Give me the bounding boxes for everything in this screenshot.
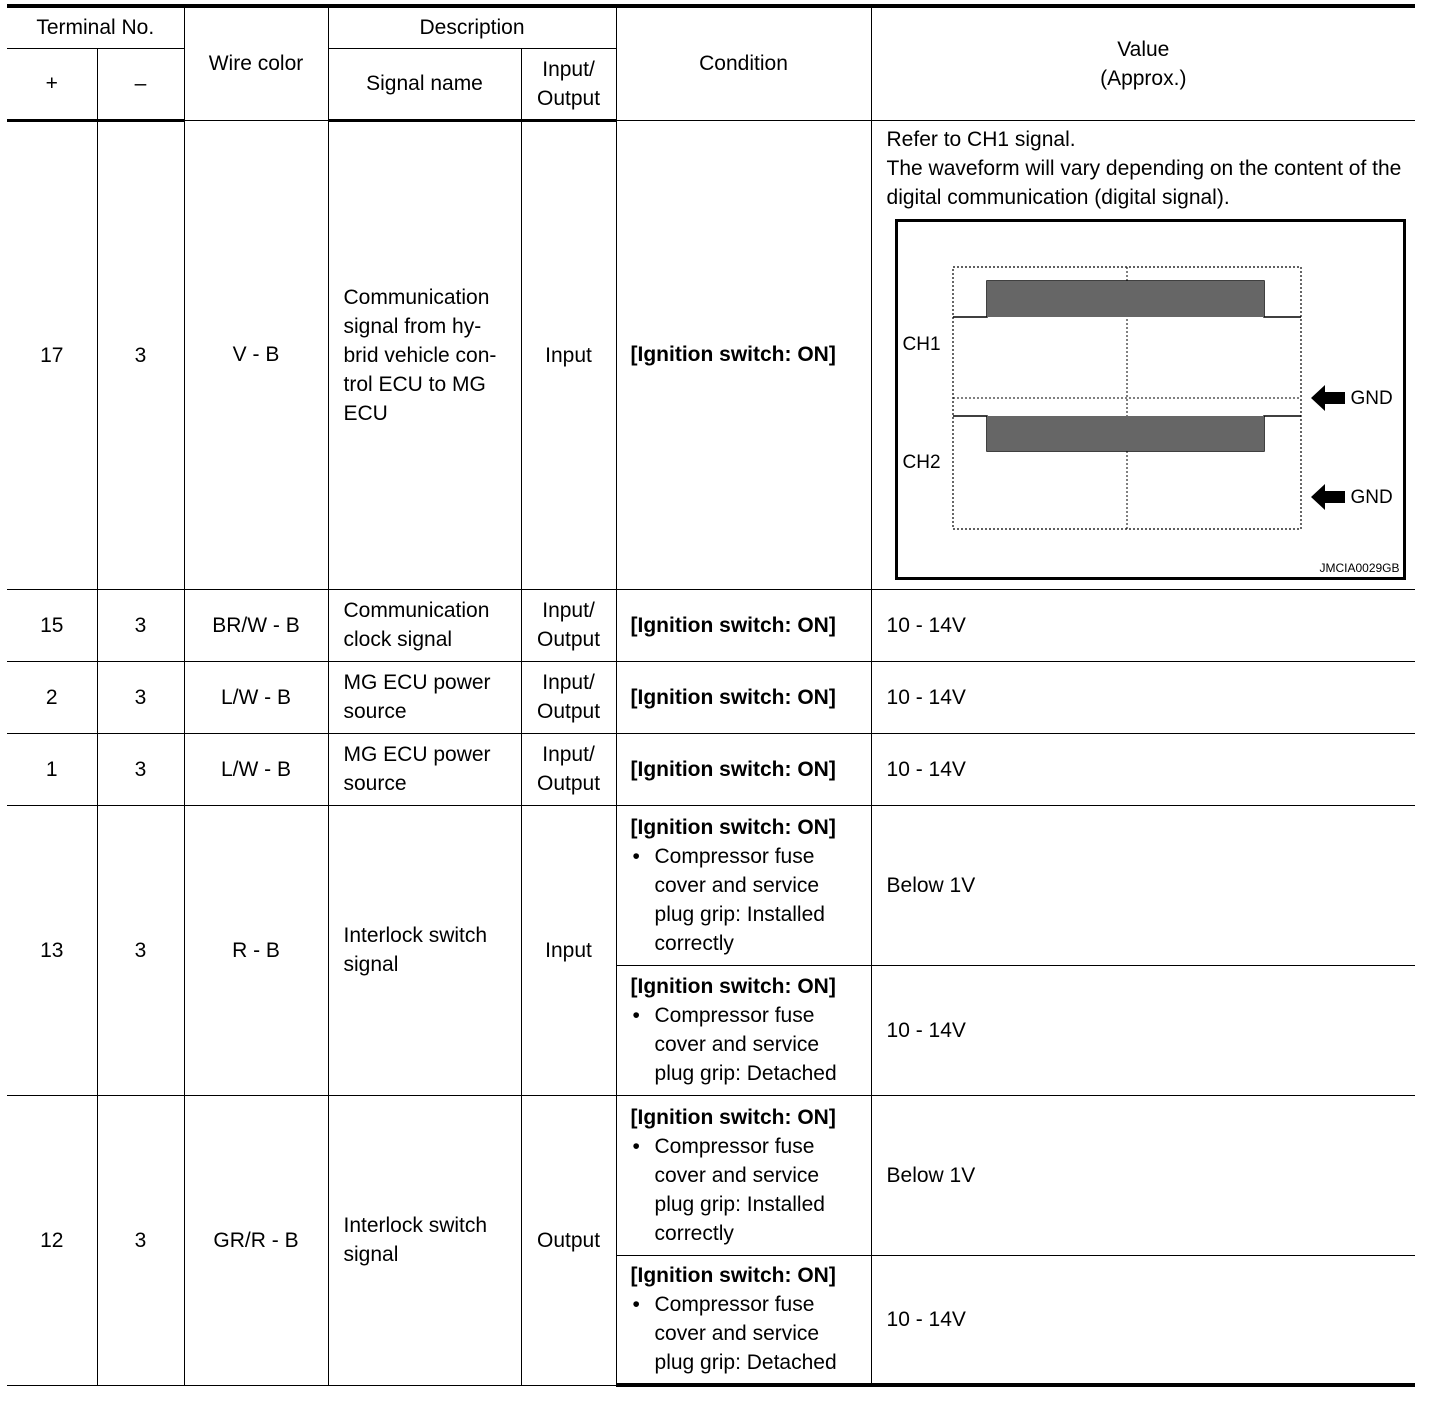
figure-code: JMCIA0029GB <box>1319 560 1400 575</box>
condition <box>616 805 871 965</box>
value: 10 - 14V <box>871 965 1415 1095</box>
signal-name: MG ECU power source <box>328 661 521 733</box>
gnd1-label: GND <box>1350 387 1393 409</box>
wire-color-header: Wire color <box>184 6 328 120</box>
condition-bullet: • Compressor fuse cover and service plug grip: Installed correctly <box>631 842 865 958</box>
table-row <box>7 1095 1415 1255</box>
ch1-label: CH1 <box>902 333 941 355</box>
wire-color: BR/W - B <box>184 589 328 661</box>
condition: [Ignition switch: ON] <box>616 589 871 661</box>
condition-title: [Ignition switch: ON] <box>630 975 836 998</box>
input-output: Input/ Output <box>521 733 616 805</box>
condition-list <box>631 1001 865 1088</box>
terminal-table-page <box>7 4 1415 1387</box>
wire-color: L/W - B <box>184 733 328 805</box>
gnd2-label: GND <box>1350 486 1393 508</box>
wire-color: R - B <box>184 805 328 1095</box>
terminal-plus: 15 <box>7 589 97 661</box>
plus-header: + <box>7 48 97 120</box>
terminal-table <box>7 4 1415 1387</box>
condition-list <box>631 1132 865 1248</box>
minus-header: – <box>97 48 184 120</box>
signal-name: Communication signal from hy-brid vehicle con-trol ECU to MG ECU <box>328 120 521 589</box>
table-row <box>7 733 1415 805</box>
condition-title: [Ignition switch: ON] <box>630 1105 836 1129</box>
value: 10 - 14V <box>871 1255 1415 1385</box>
signal-name: Interlock switch signal <box>328 805 521 1095</box>
input-output: Input <box>521 805 616 1095</box>
signal-name-header: Signal name <box>328 48 521 120</box>
terminal-minus: 3 <box>97 661 184 733</box>
wire-color: GR/R - B <box>184 1095 328 1385</box>
terminal-plus: 12 <box>7 1095 97 1385</box>
waveform-svg <box>898 222 1403 577</box>
ch2-label: CH2 <box>902 451 941 473</box>
wire-color: L/W - B <box>184 661 328 733</box>
input-output-header: Input/ Output <box>521 48 616 120</box>
value-cell <box>871 120 1415 589</box>
condition-list <box>631 1290 865 1377</box>
table-row <box>7 120 1415 589</box>
description-header: Description <box>328 6 616 48</box>
gnd2-arrow-icon <box>1311 484 1345 510</box>
terminal-plus: 1 <box>7 733 97 805</box>
input-output: Output <box>521 1095 616 1385</box>
condition: [Ignition switch: ON] <box>616 661 871 733</box>
terminal-minus: 3 <box>97 120 184 589</box>
condition-bullet: • Compressor fuse cover and service plug grip: Detached <box>631 1001 865 1088</box>
condition <box>616 965 871 1095</box>
condition-list <box>631 842 865 958</box>
table-row <box>7 805 1415 965</box>
terminal-minus: 3 <box>97 733 184 805</box>
wire-color: V - B <box>184 120 328 589</box>
input-output: Input/ Output <box>521 589 616 661</box>
ch2-burst <box>987 416 1264 451</box>
condition <box>616 1255 871 1385</box>
terminal-plus: 13 <box>7 805 97 1095</box>
value: Below 1V <box>871 1095 1415 1255</box>
signal-name: MG ECU power source <box>328 733 521 805</box>
table-row <box>7 661 1415 733</box>
input-output: Input/ Output <box>521 661 616 733</box>
terminal-minus: 3 <box>97 589 184 661</box>
terminal-plus: 2 <box>7 661 97 733</box>
value: 10 - 14V <box>871 661 1415 733</box>
condition-bullet: • Compressor fuse cover and service plug grip: Installed correctly <box>631 1132 865 1248</box>
signal-name: Communication clock signal <box>328 589 521 661</box>
condition-header: Condition <box>616 6 871 120</box>
condition-bullet: • Compressor fuse cover and service plug grip: Detached <box>631 1290 865 1377</box>
waveform-figure <box>895 219 1406 580</box>
value: Below 1V <box>871 805 1415 965</box>
ch1-burst <box>987 281 1264 317</box>
condition-title: [Ignition switch: ON] <box>630 1264 836 1288</box>
signal-name: Interlock switch signal <box>328 1095 521 1385</box>
input-output: Input <box>521 120 616 589</box>
gnd1-arrow-icon <box>1311 385 1345 411</box>
value-intro: Refer to CH1 signal. The waveform will vary depending on the content of the digital communication (digital signal). <box>886 127 1402 209</box>
condition <box>616 1095 871 1255</box>
terminal-minus: 3 <box>97 1095 184 1385</box>
value-header: Value (Approx.) <box>871 6 1415 120</box>
terminal-no-header: Terminal No. <box>7 6 184 48</box>
table-row <box>7 589 1415 661</box>
terminal-minus: 3 <box>97 805 184 1095</box>
condition-title: [Ignition switch: ON] <box>630 815 836 839</box>
value: 10 - 14V <box>871 589 1415 661</box>
condition: [Ignition switch: ON] <box>616 120 871 589</box>
terminal-plus: 17 <box>7 120 97 589</box>
value: 10 - 14V <box>871 733 1415 805</box>
condition: [Ignition switch: ON] <box>616 733 871 805</box>
